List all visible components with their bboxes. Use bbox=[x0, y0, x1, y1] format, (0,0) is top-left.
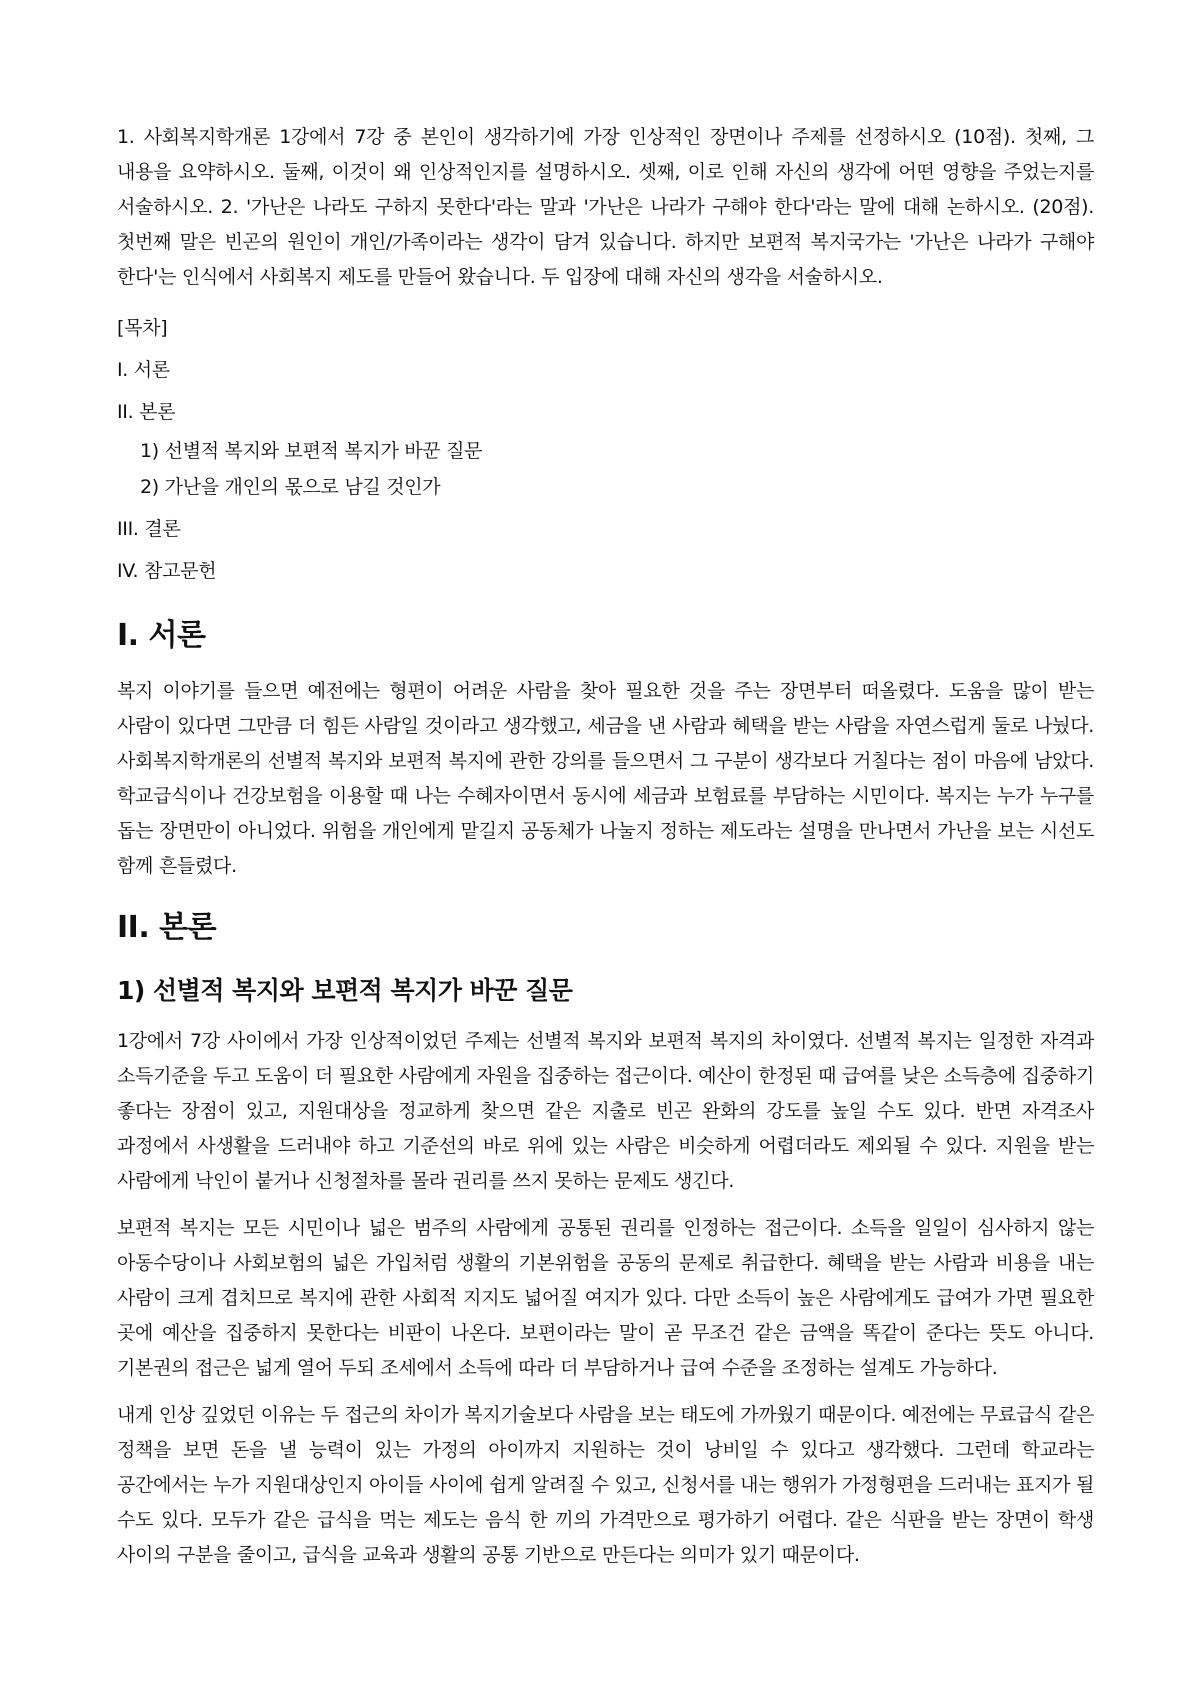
section-1-paragraph-2: 보편적 복지는 모든 시민이나 넓은 범주의 사람에게 공통된 권리를 인정하는 접근이다. 소득을 일일이 심사하지 않는 아동수당이나 사회보험의 넓은 가입처럼 생활의 기본위험을 공동의 문제로 취급한다. 혜택을 받는 사람과 비용을 내는 사람이 크게 겹치므로 복지에 관한 사회적 지지도 넓어질 여지가 있다. 다만 소득이 높은 사람에게도 급여가 가면 필요한 곳에 예산을 집중하지 못한다는 비판이 나온다. 보편이라는 말이 곧 무조건 같은 금액을 똑같이 준다는 뜻도 아니다. 기본권의 접근은 넓게 열어 두되 조세에서 소득에 따라 더 부담하거나 급여 수준을 조정하는 설계도 가능하다. bbox=[117, 1217, 1094, 1379]
toc-title: [목차] bbox=[117, 317, 168, 339]
table-of-contents bbox=[117, 307, 1094, 592]
body-heading: II. 본론 bbox=[117, 910, 217, 945]
section-1-paragraph-1: 1강에서 7강 사이에서 가장 인상적이었던 주제는 선별적 복지와 보편적 복지의 차이였다. 선별적 복지는 일정한 자격과 소득기준을 두고 도움이 더 필요한 사람에게 자원을 집중하는 접근이다. 예산이 한정된 때 급여를 낮은 소득층에 집중하기 좋다는 장점이 있고, 지원대상을 정교하게 찾으면 같은 지출로 빈곤 완화의 강도를 높일 수도 있다. 반면 자격조사 과정에서 사생활을 드러내야 하고 기준선의 바로 위에 있는 사람은 비슷하게 어렵더라도 제외될 수 있다. 지원을 받는 사람에게 낙인이 붙거나 신청절차를 몰라 권리를 쓰지 못하는 문제도 생긴다. bbox=[117, 1030, 1094, 1192]
toc-subitem-1: 1) 선별적 복지와 보편적 복지가 바꾼 질문 bbox=[140, 440, 483, 462]
toc-item-references: IV. 참고문헌 bbox=[117, 560, 217, 582]
toc-subitem-2: 2) 가난을 개인의 몫으로 남길 것인가 bbox=[140, 476, 441, 498]
toc-item-introduction: I. 서론 bbox=[117, 359, 170, 381]
assignment-prompt: 1. 사회복지학개론 1강에서 7강 중 본인이 생각하기에 가장 인상적인 장면이나 주제를 선정하시오 (10점). 첫째, 그 내용을 요약하시오. 둘째, 이것이 왜 인상적인지를 설명하시오. 셋째, 이로 인해 자신의 생각에 어떤 영향을 주었는지를 서술하시오. 2. '가난은 나라도 구하지 못한다'라는 말과 '가난은 나라가 구해야 한다'라는 말에 대해 논하시오. (20점). 첫번째 말은 빈곤의 원인이 개인/가족이라는 생각이 담겨 있습니다. 하지만 보편적 복지국가는 '가난은 나라가 구해야 한다'는 인식에서 사회복지 제도를 만들어 왔습니다. 두 입장에 대해 자신의 생각을 서술하시오. bbox=[117, 126, 1094, 288]
intro-heading: I. 서론 bbox=[117, 618, 206, 653]
section-1-heading: 1) 선별적 복지와 보편적 복지가 바꾼 질문 bbox=[117, 976, 573, 1005]
toc-item-body: II. 본론 bbox=[117, 401, 176, 423]
intro-paragraph: 복지 이야기를 들으면 예전에는 형편이 어려운 사람을 찾아 필요한 것을 주는 장면부터 떠올렸다. 도움을 많이 받는 사람이 있다면 그만큼 더 힘든 사람일 것이라고 생각했고, 세금을 낸 사람과 혜택을 받는 사람을 자연스럽게 둘로 나눴다. 사회복지학개론의 선별적 복지와 보편적 복지에 관한 강의를 들으면서 그 구분이 생각보다 거칠다는 점이 마음에 남았다. 학교급식이나 건강보험을 이용할 때 나는 수혜자이면서 동시에 세금과 보험료를 부담하는 시민이다. 복지는 누가 누구를 돕는 장면만이 아니었다. 위험을 개인에게 맡길지 공동체가 나눌지 정하는 제도라는 설명을 만나면서 가난을 보는 시선도 함께 흔들렸다. bbox=[117, 680, 1094, 877]
toc-item-conclusion: III. 결론 bbox=[117, 518, 181, 540]
section-1-paragraph-3: 내게 인상 깊었던 이유는 두 접근의 차이가 복지기술보다 사람을 보는 태도에 가까웠기 때문이다. 예전에는 무료급식 같은 정책을 보면 돈을 낼 능력이 있는 가정의 아이까지 지원하는 것이 낭비일 수 있다고 생각했다. 그런데 학교라는 공간에서는 누가 지원대상인지 아이들 사이에 쉽게 알려질 수 있고, 신청서를 내는 행위가 가정형편을 드러내는 표지가 될 수도 있다. 모두가 같은 급식을 먹는 제도는 음식 한 끼의 가격만으로 평가하기 어렵다. 같은 식판을 받는 장면이 학생 사이의 구분을 줄이고, 급식을 교육과 생활의 공통 기반으로 만든다는 의미가 있기 때문이다. bbox=[117, 1404, 1094, 1566]
